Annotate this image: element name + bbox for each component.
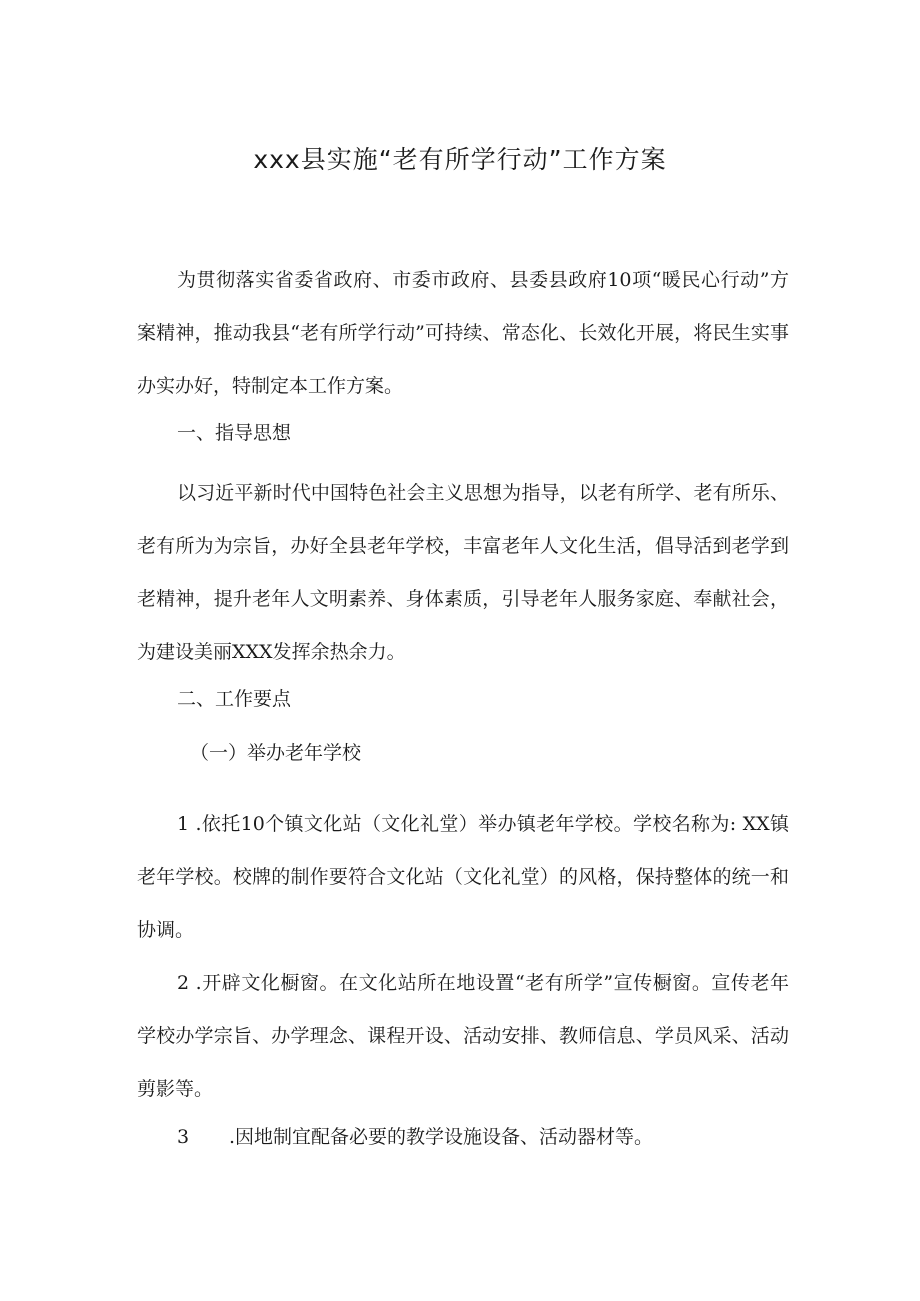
section-heading-work-points: 二、工作要点 — [177, 688, 292, 710]
list-item-3-text: .因地制宜配备必要的教学设施设备、活动器材等。 — [229, 1126, 654, 1148]
document-title: xxx县实施“老有所学行动”工作方案 — [253, 145, 667, 174]
guiding-ideology-paragraph: 以习近平新时代中国特色社会主义思想为指导，以老有所学、老有所乐、老有所为为宗旨，办好全县老年学校，丰富老年人文化生活，倡导活到老学到老精神，提升老年人文明素养、身体素质，引导老年人服务家庭、奉献社会，为建设美丽XXX发挥余热余力。 — [137, 482, 789, 663]
sub-heading-senior-schools: （一）举办老年学校 — [190, 742, 362, 764]
intro-paragraph: 为贯彻落实省委省政府、市委市政府、县委县政府10项“暖民心行动”方案精神，推动我县“老有所学行动”可持续、常态化、长效化开展，将民生实事办实办好，特制定本工作方案。 — [137, 269, 789, 397]
section-heading-guiding-ideology: 一、指导思想 — [177, 422, 292, 444]
list-item-2: 2 .开辟文化橱窗。在文化站所在地设置“老有所学”宣传橱窗。宣传老年学校办学宗旨、办学理念、课程开设、活动安排、教师信息、学员风采、活动剪影等。 — [137, 972, 789, 1100]
list-item-3 — [177, 1117, 653, 1157]
list-item-1: 1 .依托10个镇文化站（文化礼堂）举办镇老年学校。学校名称为: XX镇老年学校。校牌的制作要符合文化站（文化礼堂）的风格，保持整体的统一和协调。 — [137, 813, 789, 941]
list-item-3-number: 3 — [177, 1126, 190, 1148]
